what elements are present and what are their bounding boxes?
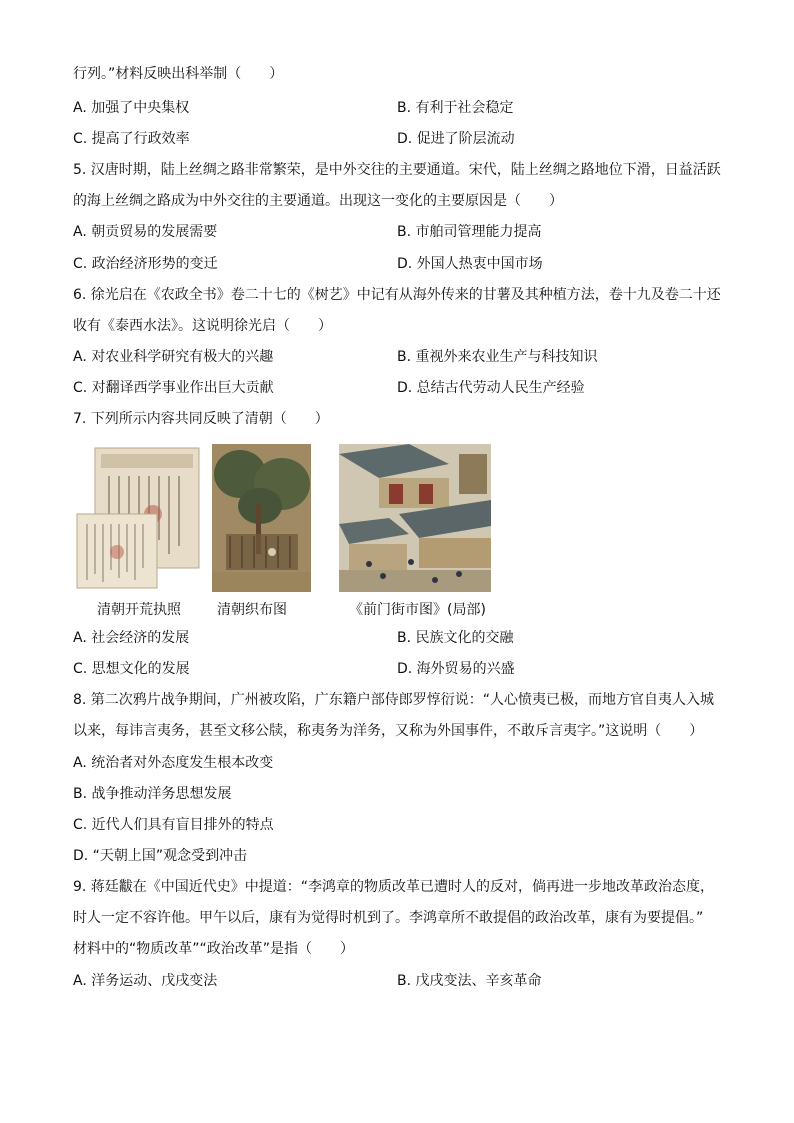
caption-weaving-painting: 清朝织布图 xyxy=(217,602,287,618)
q8-option-d[interactable]: D. “天朝上国”观念受到冲击 xyxy=(73,848,248,864)
q5-option-b[interactable]: B. 市舶司管理能力提高 xyxy=(397,224,542,240)
q4-option-d[interactable]: D. 促进了阶层流动 xyxy=(397,131,515,147)
q4-stem: 行列。”材料反映出科举制（ ） xyxy=(73,66,284,82)
q6-stem-line1: 6. 徐光启在《农政全书》卷二十七的《树艺》中记有从海外传来的甘薯及其种植方法，卷十九及卷二十还 xyxy=(73,287,721,303)
q8-option-c[interactable]: C. 近代人们具有盲目排外的特点 xyxy=(73,817,274,833)
q8-option-a[interactable]: A. 统治者对外态度发生根本改变 xyxy=(73,755,274,771)
weaving-painting-image xyxy=(212,444,311,592)
q8-option-b[interactable]: B. 战争推动洋务思想发展 xyxy=(73,786,232,802)
q5-option-c[interactable]: C. 政治经济形势的变迁 xyxy=(73,256,218,272)
q6-option-d[interactable]: D. 总结古代劳动人民生产经验 xyxy=(397,380,585,396)
q5-stem-line2: 的海上丝绸之路成为中外交往的主要通道。出现这一变化的主要原因是（ ） xyxy=(73,193,563,209)
q6-option-b[interactable]: B. 重视外来农业生产与科技知识 xyxy=(397,349,598,365)
q9-option-a[interactable]: A. 洋务运动、戊戌变法 xyxy=(73,973,218,989)
qianmen-street-image xyxy=(339,444,491,592)
q6-option-a[interactable]: A. 对农业科学研究有极大的兴趣 xyxy=(73,349,274,365)
q7-option-d[interactable]: D. 海外贸易的兴盛 xyxy=(397,661,515,677)
q9-stem-line2: 时人一定不容许他。甲午以后，康有为觉得时机到了。李鸿章所不敢提倡的政治改革，康有为要提倡。” xyxy=(73,910,704,926)
q4-option-c[interactable]: C. 提高了行政效率 xyxy=(73,131,190,147)
q4-option-a[interactable]: A. 加强了中央集权 xyxy=(73,100,190,116)
q4-option-b[interactable]: B. 有利于社会稳定 xyxy=(397,100,514,116)
q8-stem-line2: 以来，每讳言夷务，甚至文移公牍，称夷务为洋务，又称为外国事件，不敢斥言夷字。”这说明（ ） xyxy=(73,723,704,739)
q7-option-c[interactable]: C. 思想文化的发展 xyxy=(73,661,190,677)
q7-option-a[interactable]: A. 社会经济的发展 xyxy=(73,630,190,646)
q9-option-b[interactable]: B. 戊戌变法、辛亥革命 xyxy=(397,973,542,989)
q5-option-a[interactable]: A. 朝贡贸易的发展需要 xyxy=(73,224,218,240)
q6-option-c[interactable]: C. 对翻译西学事业作出巨大贡献 xyxy=(73,380,274,396)
q9-stem-line1: 9. 蒋廷黻在《中国近代史》中提道：“李鸿章的物质改革已遭时人的反对，倘再进一步地改革政治态度， xyxy=(73,879,715,895)
q5-option-d[interactable]: D. 外国人热衷中国市场 xyxy=(397,256,543,272)
q6-stem-line2: 收有《泰西水法》。这说明徐光启（ ） xyxy=(73,318,332,334)
caption-reclamation-license: 清朝开荒执照 xyxy=(97,602,181,618)
reclamation-license-image xyxy=(73,444,203,592)
caption-qianmen-street: 《前门街市图》(局部) xyxy=(349,602,486,618)
q7-stem: 7. 下列所示内容共同反映了清朝（ ） xyxy=(73,411,329,427)
q9-stem-line3: 材料中的“物质改革”“政治改革”是指（ ） xyxy=(73,941,355,957)
q7-option-b[interactable]: B. 民族文化的交融 xyxy=(397,630,514,646)
q5-stem-line1: 5. 汉唐时期，陆上丝绸之路非常繁荣，是中外交往的主要通道。宋代，陆上丝绸之路地位下滑，日益活跃 xyxy=(73,162,721,178)
q8-stem-line1: 8. 第二次鸦片战争期间，广州被攻陷，广东籍户部侍郎罗惇衍说：“人心愤夷已极，而地方官自夷人入城 xyxy=(73,692,715,708)
